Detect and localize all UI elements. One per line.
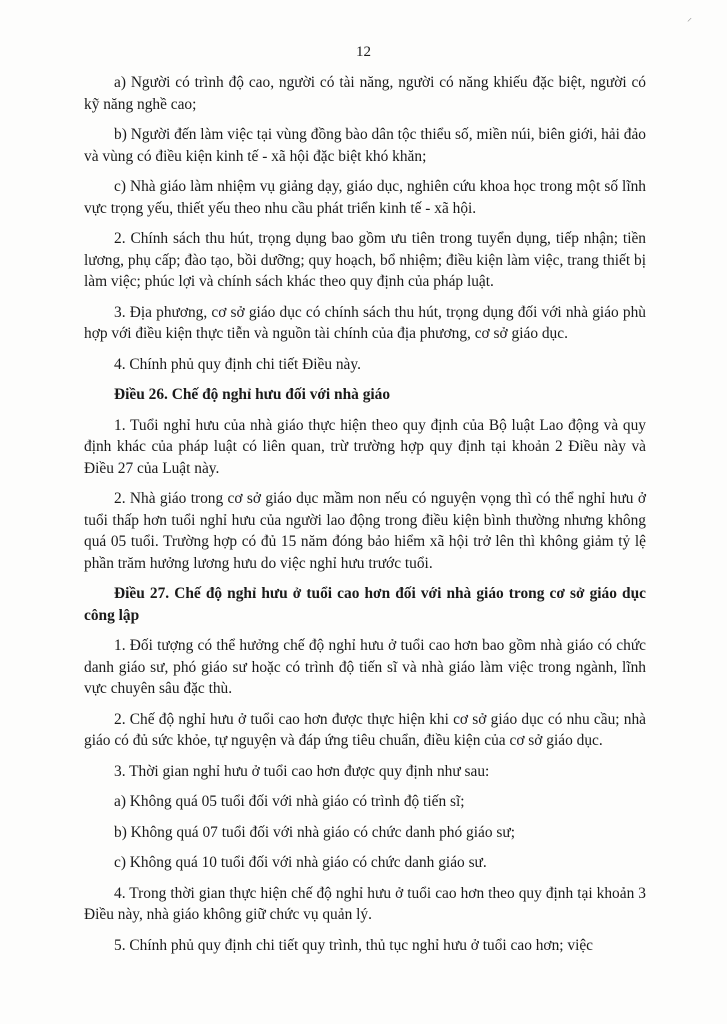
article-27-clause-3b: b) Không quá 07 tuổi đối với nhà giáo có chức danh phó giáo sư;	[114, 823, 515, 841]
paragraph-b-remote-areas: b) Người đến làm việc tại vùng đồng bào dân tộc thiểu số, miền núi, biên giới, hải đảo và vùng có điều kiện kinh tế - xã hội đặc biệt khó khăn;	[84, 126, 646, 165]
paragraph-2-attraction-policy: 2. Chính sách thu hút, trọng dụng bao gồm ưu tiên trong tuyển dụng, tiếp nhận; tiền lương, phụ cấp; đào tạo, bồi dưỡng; quy hoạch, bổ nhiệm; điều kiện làm việc, trang thiết bị làm việc; phúc lợi và chính sách khác theo quy định của pháp luật.	[84, 230, 646, 290]
paragraph-a-high-level: a) Người có trình độ cao, người có tài năng, người có năng khiếu đặc biệt, người có kỹ năng nghề cao;	[84, 74, 646, 113]
article-27-clause-3c: c) Không quá 10 tuổi đối với nhà giáo có chức danh giáo sư.	[114, 854, 487, 871]
article-27-clause-4: 4. Trong thời gian thực hiện chế độ nghỉ hưu ở tuổi cao hơn theo quy định tại khoản 3 Điều này, nhà giáo không giữ chức vụ quản lý.	[84, 884, 646, 923]
article-26-clause-2: 2. Nhà giáo trong cơ sở giáo dục mầm non nếu có nguyện vọng thì có thể nghỉ hưu ở tuổi thấp hơn tuổi nghỉ hưu của người lao động trong điều kiện bình thường nhưng không quá 05 tuổi. Trường hợp có đủ 15 năm đóng bảo hiểm xã hội trở lên thì không giảm tỷ lệ phần trăm hưởng lương hưu do việc nghỉ hưu trước tuổi.	[84, 490, 646, 572]
paragraph-3-local-policy: 3. Địa phương, cơ sở giáo dục có chính sách thu hút, trọng dụng đối với nhà giáo phù hợp với điều kiện thực tiễn và nguồn tài chính của địa phương, cơ sở giáo dục.	[84, 303, 646, 342]
article-27-clause-3a: a) Không quá 05 tuổi đối với nhà giáo có trình độ tiến sĩ;	[114, 793, 465, 810]
article-27-heading: Điều 27. Chế độ nghỉ hưu ở tuổi cao hơn đối với nhà giáo trong cơ sở giáo dục công lập	[84, 585, 646, 624]
document-body	[84, 72, 646, 965]
article-27-clause-2: 2. Chế độ nghỉ hưu ở tuổi cao hơn được thực hiện khi cơ sở giáo dục có nhu cầu; nhà giáo có đủ sức khỏe, tự nguyện và đáp ứng tiêu chuẩn, điều kiện của cơ sở giáo dục.	[84, 710, 646, 749]
paragraph-4-government-detail: 4. Chính phủ quy định chi tiết Điều này.	[114, 355, 361, 373]
article-27-clause-1: 1. Đối tượng có thể hưởng chế độ nghỉ hưu ở tuổi cao hơn bao gồm nhà giáo có chức danh giáo sư, phó giáo sư hoặc có trình độ tiến sĩ và nhà giáo làm việc trong ngành, lĩnh vực chuyên sâu đặc thù.	[84, 637, 646, 697]
paragraph-c-key-fields: c) Nhà giáo làm nhiệm vụ giảng dạy, giáo dục, nghiên cứu khoa học trong một số lĩnh vực trọng yếu, thiết yếu theo nhu cầu phát triển kinh tế - xã hội.	[84, 178, 646, 217]
page-number: 12	[356, 44, 371, 60]
article-26-clause-1: 1. Tuổi nghỉ hưu của nhà giáo thực hiện theo quy định của Bộ luật Lao động và quy định khác của pháp luật có liên quan, trừ trường hợp quy định tại khoản 2 Điều này và Điều 27 của Luật này.	[84, 416, 646, 477]
corner-mark: ⸍	[687, 17, 692, 28]
article-27-clause-3: 3. Thời gian nghỉ hưu ở tuổi cao hơn được quy định như sau:	[114, 762, 490, 780]
article-26-heading: Điều 26. Chế độ nghỉ hưu đối với nhà giáo	[114, 386, 391, 403]
article-27-clause-5: 5. Chính phủ quy định chi tiết quy trình, thủ tục nghỉ hưu ở tuổi cao hơn; việc	[114, 936, 594, 954]
